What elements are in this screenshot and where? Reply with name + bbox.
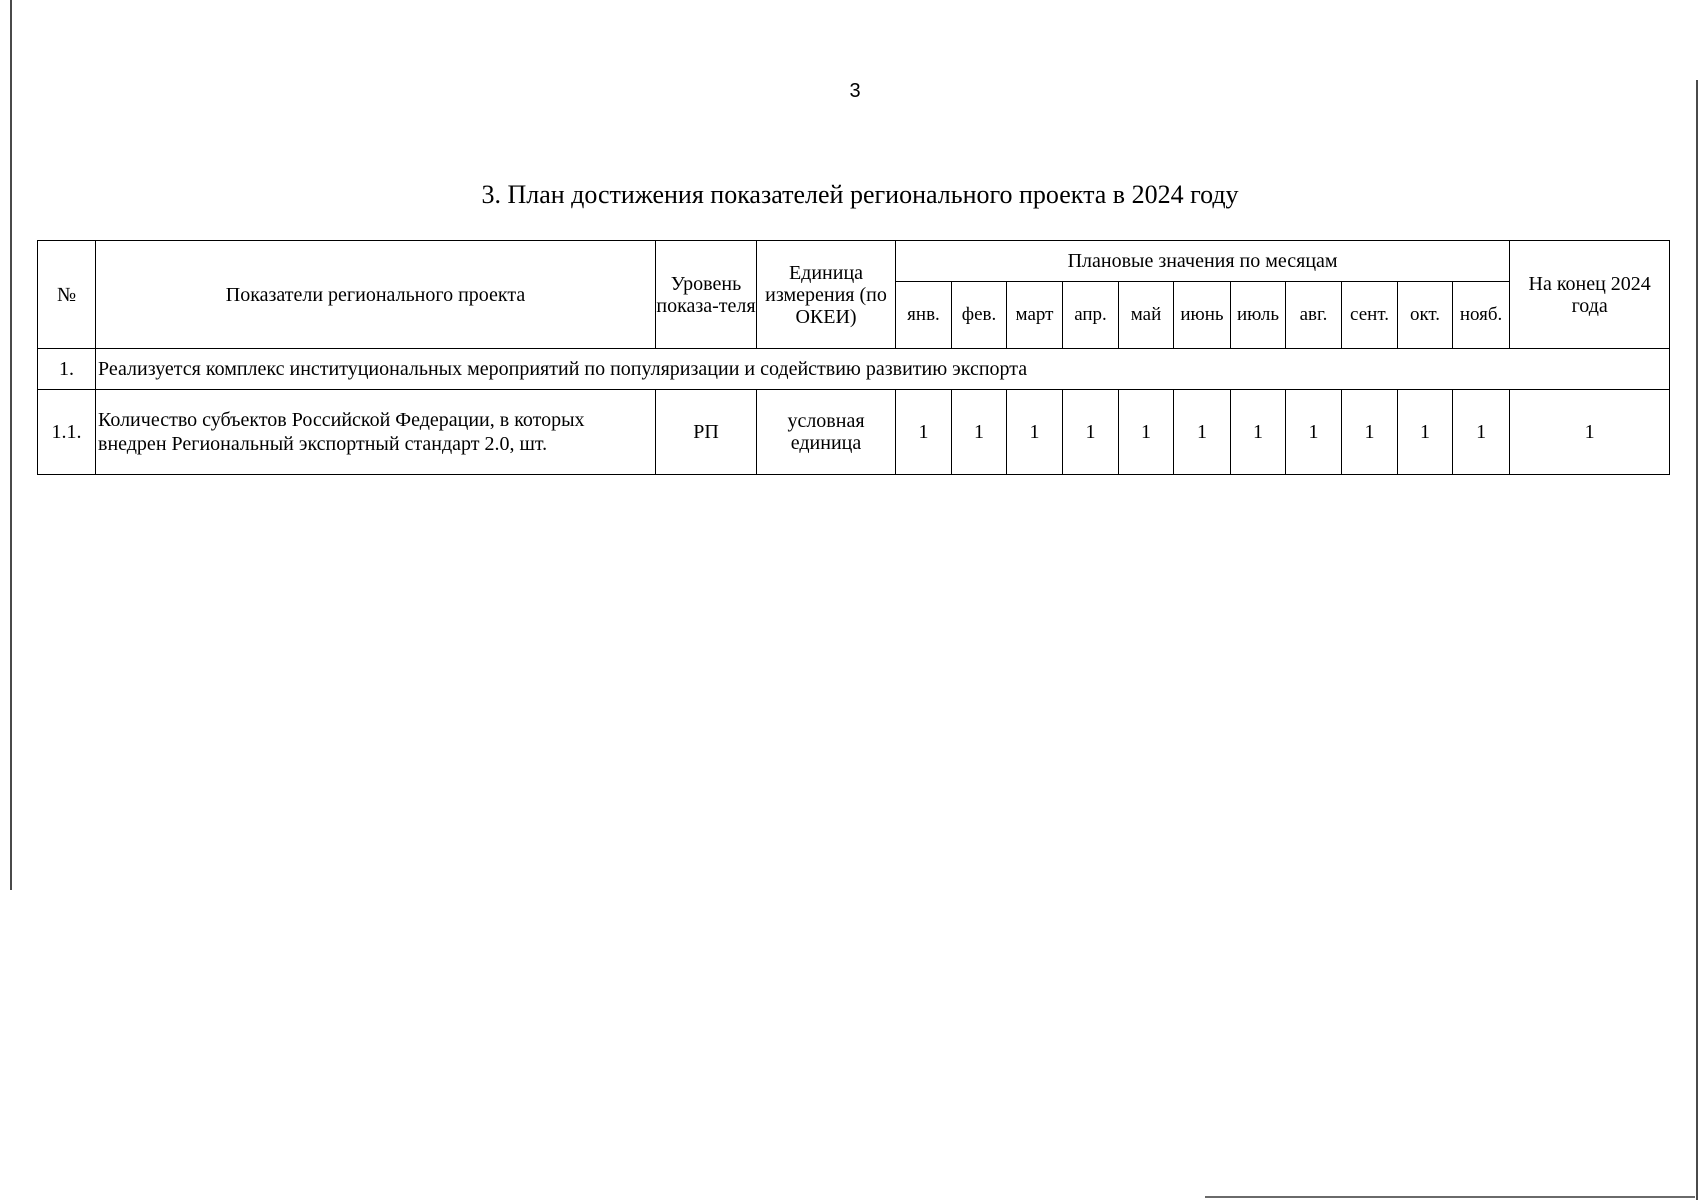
section-title: Реализуется комплекс институциональных мероприятий по популяризации и содействию развитию экспорта	[96, 349, 1670, 390]
header-month: сент.	[1342, 282, 1398, 349]
header-level: Уровень показа-теля	[656, 241, 757, 349]
table-row	[38, 390, 1670, 475]
scan-right-edge	[1696, 80, 1698, 1200]
row-month-value: 1	[896, 390, 952, 475]
indicators-plan-table	[37, 240, 1670, 475]
row-month-value: 1	[1007, 390, 1063, 475]
page-title: 3. План достижения показателей регионального проекта в 2024 году	[481, 180, 1239, 209]
row-month-value: 1	[1063, 390, 1119, 475]
header-row	[38, 241, 1670, 282]
row-number: 1.1.	[38, 390, 96, 475]
header-month: апр.	[1063, 282, 1119, 349]
row-month-value: 1	[1398, 390, 1453, 475]
row-month-value: 1	[1231, 390, 1286, 475]
header-month: нояб.	[1453, 282, 1510, 349]
header-number: №	[38, 241, 96, 349]
row-level: РП	[656, 390, 757, 475]
scan-bottom-edge	[1205, 1196, 1695, 1198]
row-month-value: 1	[952, 390, 1007, 475]
row-month-value: 1	[1286, 390, 1342, 475]
row-month-value: 1	[1174, 390, 1231, 475]
row-month-value: 1	[1119, 390, 1174, 475]
section-number: 1.	[38, 349, 96, 390]
row-indicator: Количество субъектов Российской Федерации, в которых внедрен Региональный экспортный стандарт 2.0, шт.	[96, 390, 656, 475]
header-month: авг.	[1286, 282, 1342, 349]
row-unit: условная единица	[757, 390, 896, 475]
scan-left-edge	[10, 0, 12, 890]
row-end-of-year: 1	[1510, 390, 1670, 475]
page-number: 3	[849, 80, 861, 102]
header-month: окт.	[1398, 282, 1453, 349]
header-end-of-year: На конец 2024 года	[1510, 241, 1670, 349]
row-month-value: 1	[1342, 390, 1398, 475]
section-row	[38, 349, 1670, 390]
header-unit: Единица измерения (по ОКЕИ)	[757, 241, 896, 349]
header-month: янв.	[896, 282, 952, 349]
header-month: июль	[1231, 282, 1286, 349]
header-month: май	[1119, 282, 1174, 349]
header-month: фев.	[952, 282, 1007, 349]
row-month-value: 1	[1453, 390, 1510, 475]
header-indicators: Показатели регионального проекта	[96, 241, 656, 349]
header-month: март	[1007, 282, 1063, 349]
header-monthly-group: Плановые значения по месяцам	[896, 241, 1510, 282]
header-month: июнь	[1174, 282, 1231, 349]
